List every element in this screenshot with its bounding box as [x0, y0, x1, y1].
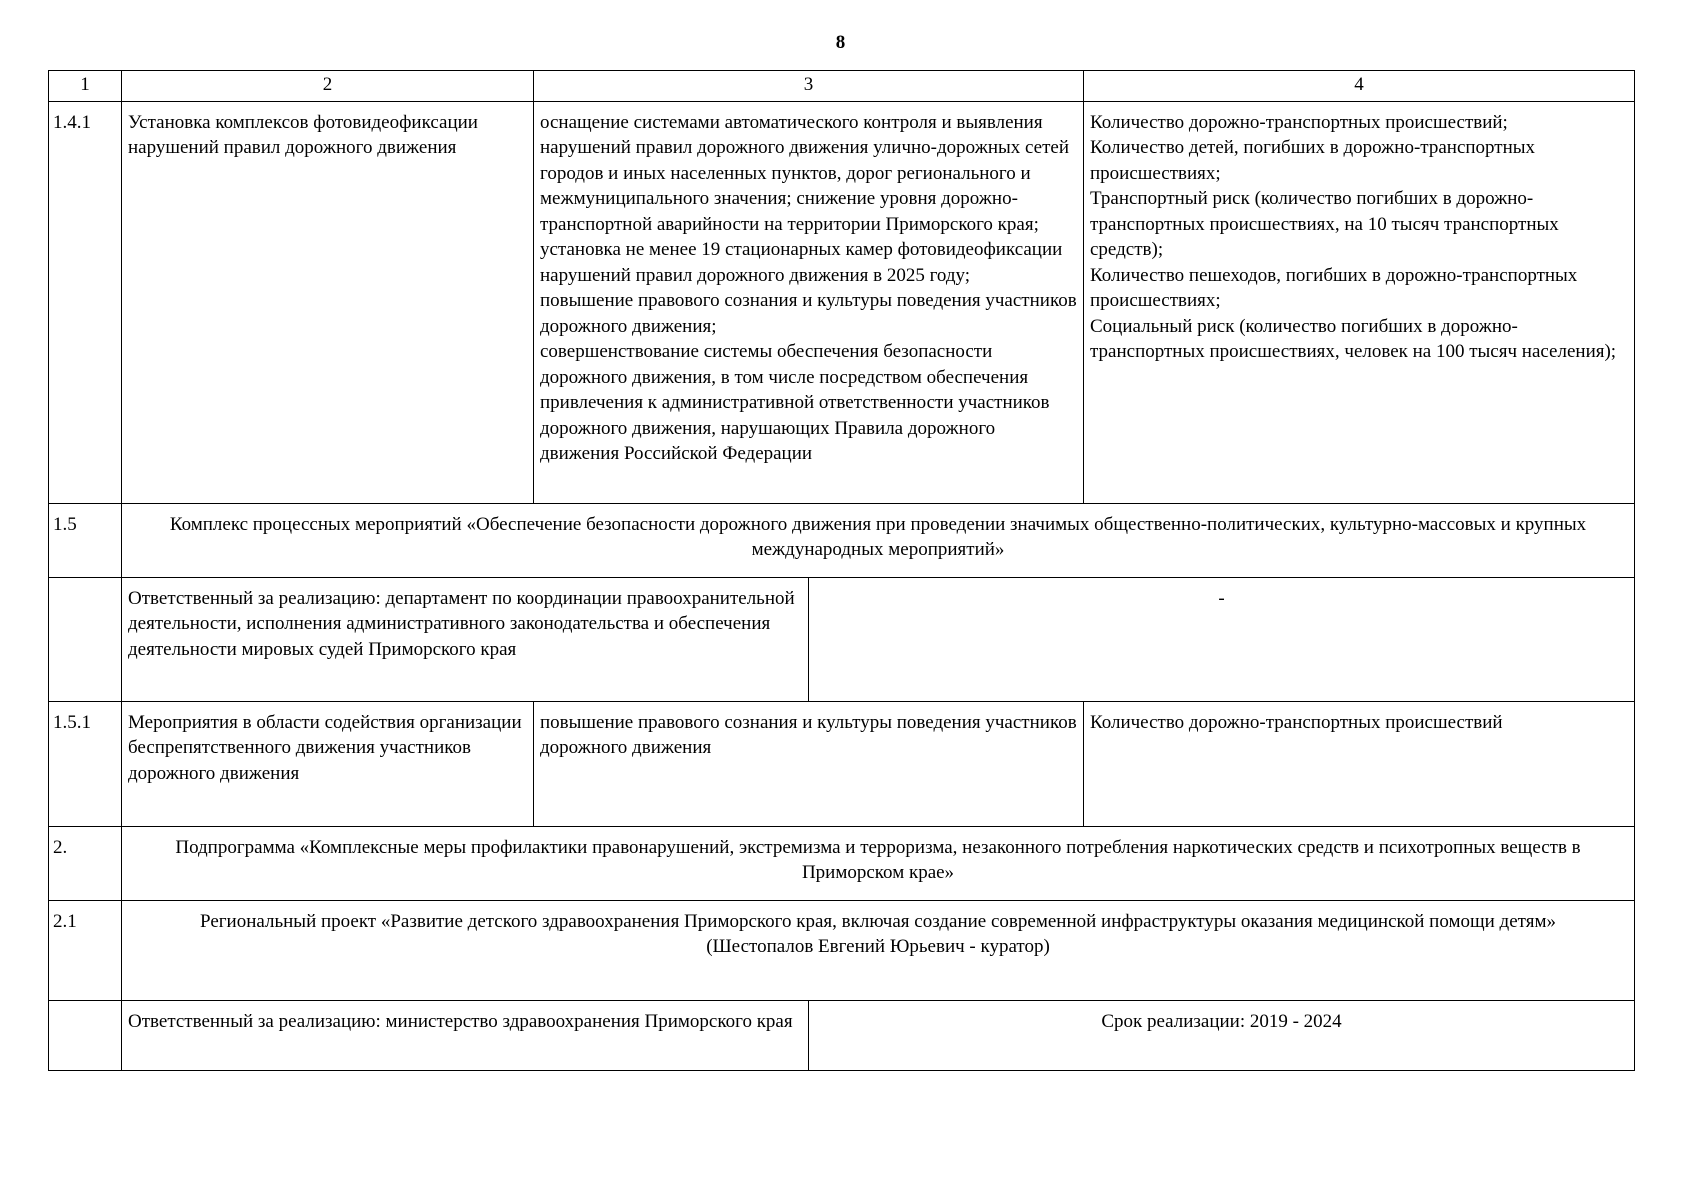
row-number-empty: [49, 577, 122, 701]
task-item: оснащение системами автоматического контроля и выявления нарушений правил дорожного движения улично-дорожных сетей городов и иных населенных пунктов, дорог регионального и межмуниципального значения; снижение уровня дорожно-транспортной аварийности на территории Приморского края; установка не менее 19 стационарных камер фотовидеофиксации нарушений правил дорожного движения в 2025 году;: [540, 111, 1070, 286]
term-cell: -: [809, 577, 1635, 701]
table-row-1-4-1: [49, 101, 1635, 503]
project-curator: (Шестопалов Евгений Юрьевич - куратор): [706, 936, 1050, 957]
table-row-2-1: [49, 900, 1635, 1000]
section-title: Подпрограмма «Комплексные меры профилактики правонарушений, экстремизма и терроризма, незаконного потребления наркотических средств и психотропных веществ в Приморском крае»: [122, 826, 1635, 900]
project-title: Региональный проект «Развитие детского здравоохранения Приморского края, включая создание современной инфраструктуры оказания медицинской помощи детям»: [200, 910, 1556, 932]
table-row-1-5: [49, 503, 1635, 577]
row-number: 1.4.1: [49, 101, 122, 503]
indicator-item: Количество дорожно-транспортных происшествий;: [1090, 111, 1508, 133]
table-row-2: [49, 826, 1635, 900]
indicator-item: Социальный риск (количество погибших в дорожно-транспортных происшествиях, человек на 100 тысяч населения);: [1090, 315, 1617, 362]
row-number: 1.5.1: [49, 701, 122, 826]
table-row-2-1-responsible: [49, 1000, 1635, 1070]
header-col-3: 3: [534, 71, 1084, 102]
task-item: повышение правового сознания и культуры поведения участников дорожного движения;: [540, 290, 1077, 337]
page-number: 8: [835, 32, 846, 53]
row-number: 2.: [49, 826, 122, 900]
measure-indicators: [1084, 101, 1635, 503]
table-header-row: [49, 71, 1635, 102]
header-col-2: 2: [122, 71, 534, 102]
measure-title: Установка комплексов фотовидеофиксации нарушений правил дорожного движения: [122, 101, 534, 503]
header-col-4: 4: [1084, 71, 1635, 102]
indicator-item: Транспортный риск (количество погибших в дорожно-транспортных происшествиях, на 10 тысяч транспортных средств);: [1090, 188, 1559, 260]
row-number: 1.5: [49, 503, 122, 577]
measure-title: Мероприятия в области содействия организации беспрепятственного движения участников дорожного движения: [122, 701, 534, 826]
row-number-empty: [49, 1000, 122, 1070]
task-item: совершенствование системы обеспечения безопасности дорожного движения, в том числе посредством обеспечения привлечения к административной ответственности участников дорожного движения, нарушающих Правила дорожного движения Российской Федерации: [540, 341, 1050, 464]
responsible-cell: Ответственный за реализацию: министерство здравоохранения Приморского края: [122, 1000, 809, 1070]
section-title: Комплекс процессных мероприятий «Обеспечение безопасности дорожного движения при проведении значимых общественно-политических, культурно-массовых и крупных международных мероприятий»: [122, 503, 1635, 577]
measure-tasks: повышение правового сознания и культуры поведения участников дорожного движения: [534, 701, 1084, 826]
measure-tasks: [534, 101, 1084, 503]
measure-indicators: Количество дорожно-транспортных происшествий: [1084, 701, 1635, 826]
section-title: [122, 900, 1635, 1000]
table-row-1-5-1: [49, 701, 1635, 826]
program-table: [48, 70, 1635, 1071]
indicator-item: Количество детей, погибших в дорожно-транспортных происшествиях;: [1090, 137, 1536, 184]
row-number: 2.1: [49, 900, 122, 1000]
indicator-item: Количество пешеходов, погибших в дорожно-транспортных происшествиях;: [1090, 264, 1578, 311]
table-row-1-5-responsible: [49, 577, 1635, 701]
header-col-1: 1: [49, 71, 122, 102]
responsible-cell: Ответственный за реализацию: департамент по координации правоохранительной деятельности, исполнения административного законодательства и обеспечения деятельности мировых судей Приморского края: [122, 577, 809, 701]
term-cell: Срок реализации: 2019 - 2024: [809, 1000, 1635, 1070]
